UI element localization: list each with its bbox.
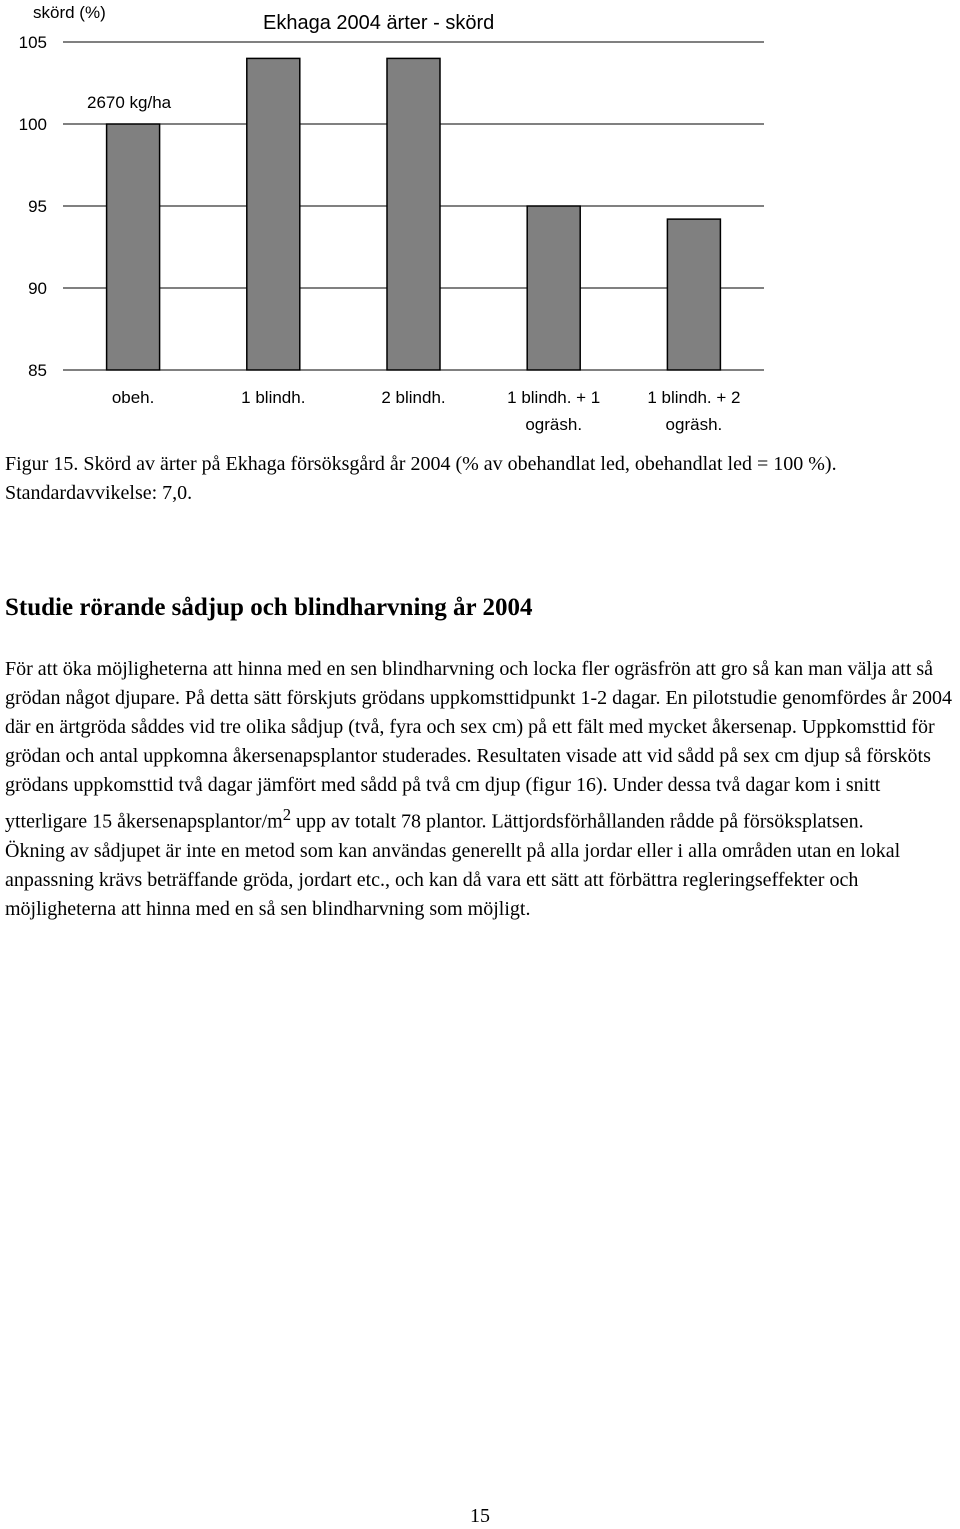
- y-tick-label: 100: [18, 115, 47, 134]
- y-tick-label: 105: [18, 33, 47, 52]
- section-heading: Studie rörande sådjup och blindharvning år 2004: [5, 594, 533, 621]
- paragraph-1: [5, 655, 955, 837]
- paragraph-1-text-end: upp av totalt 78 plantor. Lättjordsförhållanden rådde på försöksplatsen.: [291, 810, 864, 833]
- y-tick-label: 90: [28, 279, 47, 298]
- chart-annotation: 2670 kg/ha: [87, 93, 172, 112]
- x-tick-label: 2 blindh.: [381, 388, 446, 407]
- bar: [247, 58, 300, 370]
- x-tick-label: 1 blindh.: [241, 388, 306, 407]
- y-axis-ticks: [19, 33, 47, 380]
- body-text: [5, 655, 955, 924]
- y-tick-label: 95: [28, 197, 47, 216]
- x-tick-label: obeh.: [111, 388, 155, 407]
- x-axis-labels: [112, 388, 741, 434]
- bars: [107, 58, 721, 370]
- page-number: 15: [470, 1505, 490, 1527]
- paragraph-2: Ökning av sådjupet är inte en metod som kan användas generellt på alla jordar eller i alla områden utan en lokal anpassning krävs beträffande gröda, jordart etc., och kan då vara ett sätt att förbättra regleringseffekter och möjligheterna att hinna med en så sen blindharvning som möjligt.: [5, 839, 901, 920]
- chart-title: Ekhaga 2004 ärter - skörd: [263, 12, 495, 34]
- yield-bar-chart: [0, 0, 960, 440]
- x-tick-label: ogräsh.: [665, 415, 723, 434]
- superscript-2: 2: [282, 805, 292, 824]
- y-axis-label: skörd (%): [33, 3, 106, 22]
- bar: [527, 206, 580, 370]
- x-tick-label: ogräsh.: [525, 415, 583, 434]
- bar: [387, 58, 440, 370]
- paragraph-1-text: För att öka möjligheterna att hinna med en sen blindharvning och locka fler ogräsfrön att gro så kan man välja att så grödan något djupare. På detta sätt förskjuts grödans uppkomsttidpunkt 1-2 dagar. En pilotstudie genomfördes år 2004 där en ärtgröda såddes vid tre olika sådjup (två, fyra och sex cm) på ett fält med mycket åkersenap. Uppkomsttid för grödan och antal uppkomna åkersenapsplantor studerades. Resultaten visade att vid sådd på sex cm djup så försköts grödans uppkomsttid två dagar jämfört med sådd på två cm djup (figur 16). Under dessa två dagar kom i snitt ytterligare 15 åkersenapsplantor/m: [5, 658, 953, 833]
- x-tick-label: 1 blindh. + 2: [647, 388, 741, 407]
- bar: [107, 124, 160, 370]
- bar: [667, 219, 720, 370]
- figure-caption: Figur 15. Skörd av ärter på Ekhaga försöksgård år 2004 (% av obehandlat led, obehandlat led = 100 %). Standardavvikelse: 7,0.: [5, 453, 837, 504]
- y-tick-label: 85: [28, 361, 47, 380]
- x-tick-label: 1 blindh. + 1: [507, 388, 601, 407]
